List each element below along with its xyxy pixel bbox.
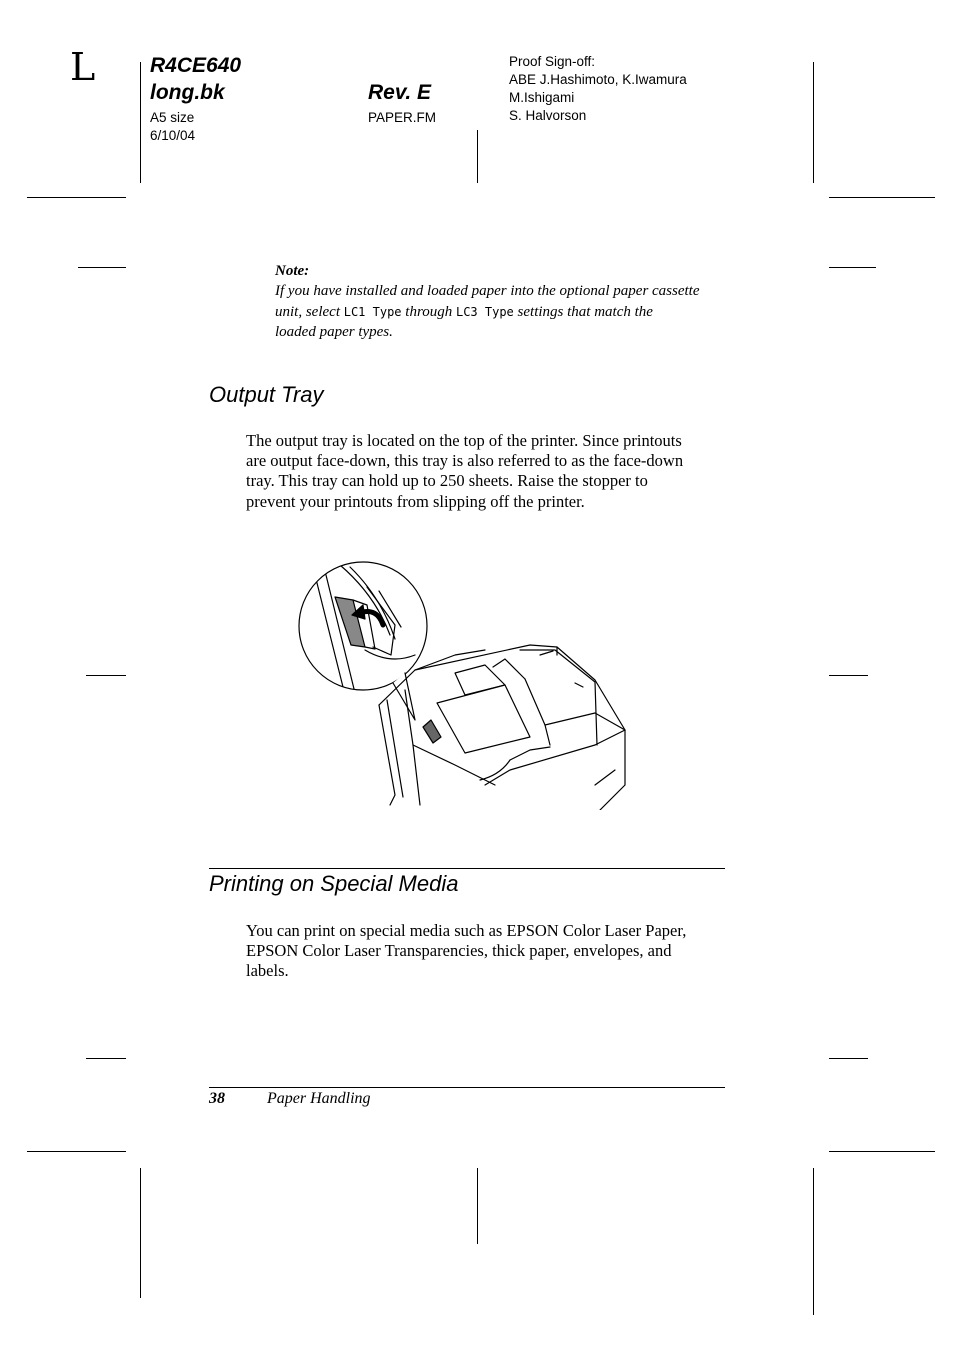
proof-title: Proof Sign-off: (509, 54, 596, 69)
paragraph-line: tray. This tray can hold up to 250 sheets. Raise the stopper to (246, 471, 648, 491)
crop-mark (78, 267, 126, 268)
note-text: through (401, 303, 456, 320)
paragraph-line: are output face-down, this tray is also referred to as the face-down (246, 451, 684, 471)
setting-code: LC1 Type (343, 304, 402, 319)
footer-section-title: Paper Handling (267, 1090, 371, 1107)
footer-rule (209, 1087, 725, 1088)
paragraph (246, 921, 736, 982)
note-line: loaded paper types. (275, 324, 393, 340)
header-rule (813, 62, 814, 183)
paragraph-line: EPSON Color Laser Transparencies, thick paper, envelopes, and (246, 941, 672, 961)
section-heading: Printing on Special Media (209, 871, 459, 896)
section-rule (209, 868, 725, 869)
header-rule (477, 130, 478, 183)
paper-size: A5 size (150, 110, 195, 125)
crop-mark (813, 1168, 814, 1315)
note-title: Note: (275, 263, 310, 279)
note-line (275, 302, 730, 323)
doc-code: R4CE640 (150, 54, 242, 77)
printer-output-tray-illustration (295, 555, 630, 810)
paragraph-line: prevent your printouts from slipping off the printer. (246, 491, 585, 511)
crop-mark (829, 1058, 868, 1059)
crop-mark (829, 675, 868, 676)
note-block (275, 263, 730, 343)
proof-line: M.Ishigami (509, 90, 575, 105)
crop-letter: L (70, 45, 96, 89)
crop-mark (829, 267, 876, 268)
proof-line: ABE J.Hashimoto, K.Iwamura (509, 72, 687, 87)
paragraph (246, 431, 736, 512)
note-text: unit, select (275, 303, 344, 320)
crop-mark (86, 675, 126, 676)
proof-signoff (509, 53, 687, 125)
header-rule (140, 62, 141, 183)
header-middle (368, 79, 436, 127)
header-left (150, 52, 241, 145)
revision: Rev. E (368, 81, 432, 104)
crop-mark (140, 1168, 141, 1298)
note-text: settings that match the (513, 303, 653, 320)
crop-mark (27, 1151, 126, 1152)
paragraph-line: labels. (246, 961, 289, 981)
setting-code: LC3 Type (455, 304, 514, 319)
proof-line: S. Halvorson (509, 108, 587, 123)
crop-mark (829, 1151, 935, 1152)
crop-mark (86, 1058, 126, 1059)
doc-date: 6/10/04 (150, 128, 196, 143)
page-number: 38 (209, 1090, 225, 1107)
crop-mark (829, 197, 935, 198)
crop-mark (27, 197, 126, 198)
paragraph-line: You can print on special media such as EPSON Color Laser Paper, (246, 921, 687, 940)
paragraph-line: The output tray is located on the top of the printer. Since printouts (246, 431, 682, 450)
crop-mark (477, 1168, 478, 1244)
book-name: long.bk (150, 81, 225, 104)
file-name: PAPER.FM (368, 110, 437, 125)
note-line: If you have installed and loaded paper into the optional paper cassette (275, 283, 700, 299)
section-heading: Output Tray (209, 382, 324, 407)
